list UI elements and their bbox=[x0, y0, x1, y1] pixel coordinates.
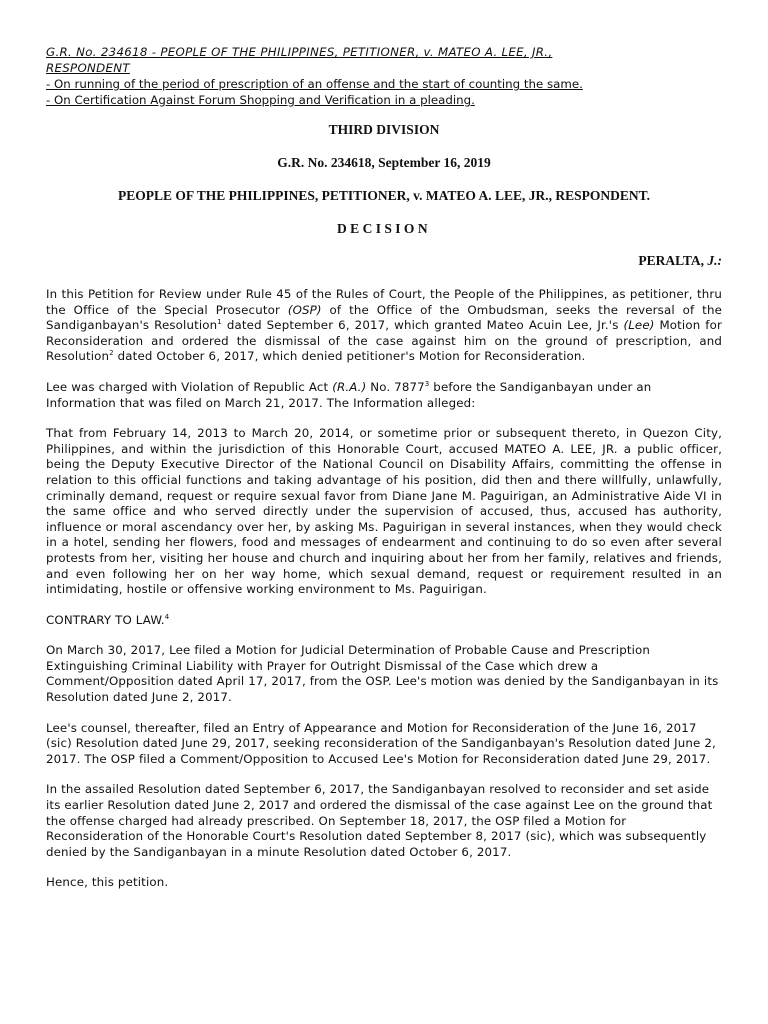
topic-1: - On running of the period of prescription of an offense and the start of counting the same. bbox=[46, 77, 583, 91]
case-heading bbox=[46, 44, 722, 76]
case-heading-line-2: RESPONDENT bbox=[46, 61, 130, 75]
information-quote: That from February 14, 2013 to March 20, 2014, or sometime prior or subsequent thereto, in Quezon City, Philippines, and within the jurisdiction of this Honorable Court, accused MATEO A. LEE, JR. a public officer, being the Deputy Executive Director of the National Council on Disability Affairs, committing the offense in relation to this official functions and taking advantage of his position, did then and there willfully, unlawfully, criminally demand, request or require sexual favor from Diane Jane M. Paguirigan, an Administrative Aide VI in the same office and who served directly under the supervision of accused, thus, accused has authority, influence or moral ascendancy over her, by asking Ms. Paguirigan in several instances, when they would check in a hotel, sending her flowers, food and messages of endearment and continuing to do so even after several protests from her, visiting her house and church and inquiring about her from her family, relatives and friends, and even following her on her way home, which sexual demand, request or requirement resulted in an intimidating, hostile or offensive working environment to Ms. Paguirigan. bbox=[46, 426, 722, 597]
contrary-to-law: CONTRARY TO LAW.$^4$ bbox=[46, 612, 170, 627]
case-heading-line-1: G.R. No. 234618 - PEOPLE OF THE PHILIPPINES, PETITIONER, v. MATEO A. LEE, JR., bbox=[46, 45, 553, 59]
decision-heading: DECISION bbox=[337, 221, 431, 236]
ponente-name: PERALTA, bbox=[638, 253, 708, 268]
paragraph-hence: Hence, this petition. bbox=[46, 875, 169, 890]
parties-title: PEOPLE OF THE PHILIPPINES, PETITIONER, v. MATEO A. LEE, JR., RESPONDENT. bbox=[117, 188, 651, 203]
division-title: THIRD DIVISION bbox=[328, 122, 440, 137]
footnote-1: 1 bbox=[217, 318, 222, 327]
paragraph-1: In this Petition for Review under Rule 45 of the Rules of Court, the People of the Philippines, as petitioner, thru the Office of the Special Prosecutor (OSP) of the Office of the Ombudsman, seeks the reversal of the Sandiganbayan's Resolution$^1$ dated September 6, 2017, which granted Mateo Acuin Lee, Jr.'s (Lee) Motion for Reconsideration and ordered the dismissal of the case against him on the ground of prescription, and Resolution$^2$ dated October 6, 2017, which denied petitioner's Motion for Reconsideration. bbox=[46, 287, 722, 364]
ponente-suffix: J.: bbox=[707, 253, 722, 268]
document-page bbox=[46, 44, 722, 891]
paragraph-assailed-resolution: In the assailed Resolution dated September 6, 2017, the Sandiganbayan resolved to reconsider and set aside its earlier Resolution dated June 2, 2017 and ordered the dismissal of the case against Lee on the ground that the offense charged had already prescribed. On September 18, 2017, the OSP filed a Motion for Reconsideration of the Honorable Court's Resolution dated September 8, 2017 (sic), which was subsequently denied by the Sandiganbayan in a minute Resolution dated October 6, 2017. bbox=[46, 782, 713, 859]
paragraph-motion: On March 30, 2017, Lee filed a Motion for Judicial Determination of Probable Cause and Prescription Extinguishing Criminal Liability with Prayer for Outright Dismissal of the Case which drew a Comment/Opposition dated April 17, 2017, from the OSP. Lee's motion was denied by the Sandiganbayan in its Resolution dated June 2, 2017. bbox=[46, 643, 719, 705]
footnote-2: 2 bbox=[109, 349, 114, 358]
topic-2: - On Certification Against Forum Shopping and Verification in a pleading. bbox=[46, 93, 475, 107]
ponente bbox=[46, 253, 722, 269]
paragraph-counsel: Lee's counsel, thereafter, filed an Entry of Appearance and Motion for Reconsideration of the June 16, 2017 (sic) Resolution dated June 29, 2017, seeking reconsideration of the Sandiganbayan's Resolution dated June 2, 2017. The OSP filed a Comment/Opposition to Accused Lee's Motion for Reconsideration dated June 29, 2017. bbox=[46, 720, 716, 766]
paragraph-2: Lee was charged with Violation of Republic Act (R.A.) No. 7877$^3$ before the Sandiganbayan under an Information that was filed on March 21, 2017. The Information alleged: bbox=[46, 379, 652, 410]
footnote-3: 3 bbox=[424, 380, 430, 389]
footnote-4: 4 bbox=[164, 612, 170, 621]
gr-number-date: G.R. No. 234618, September 16, 2019 bbox=[277, 155, 491, 170]
